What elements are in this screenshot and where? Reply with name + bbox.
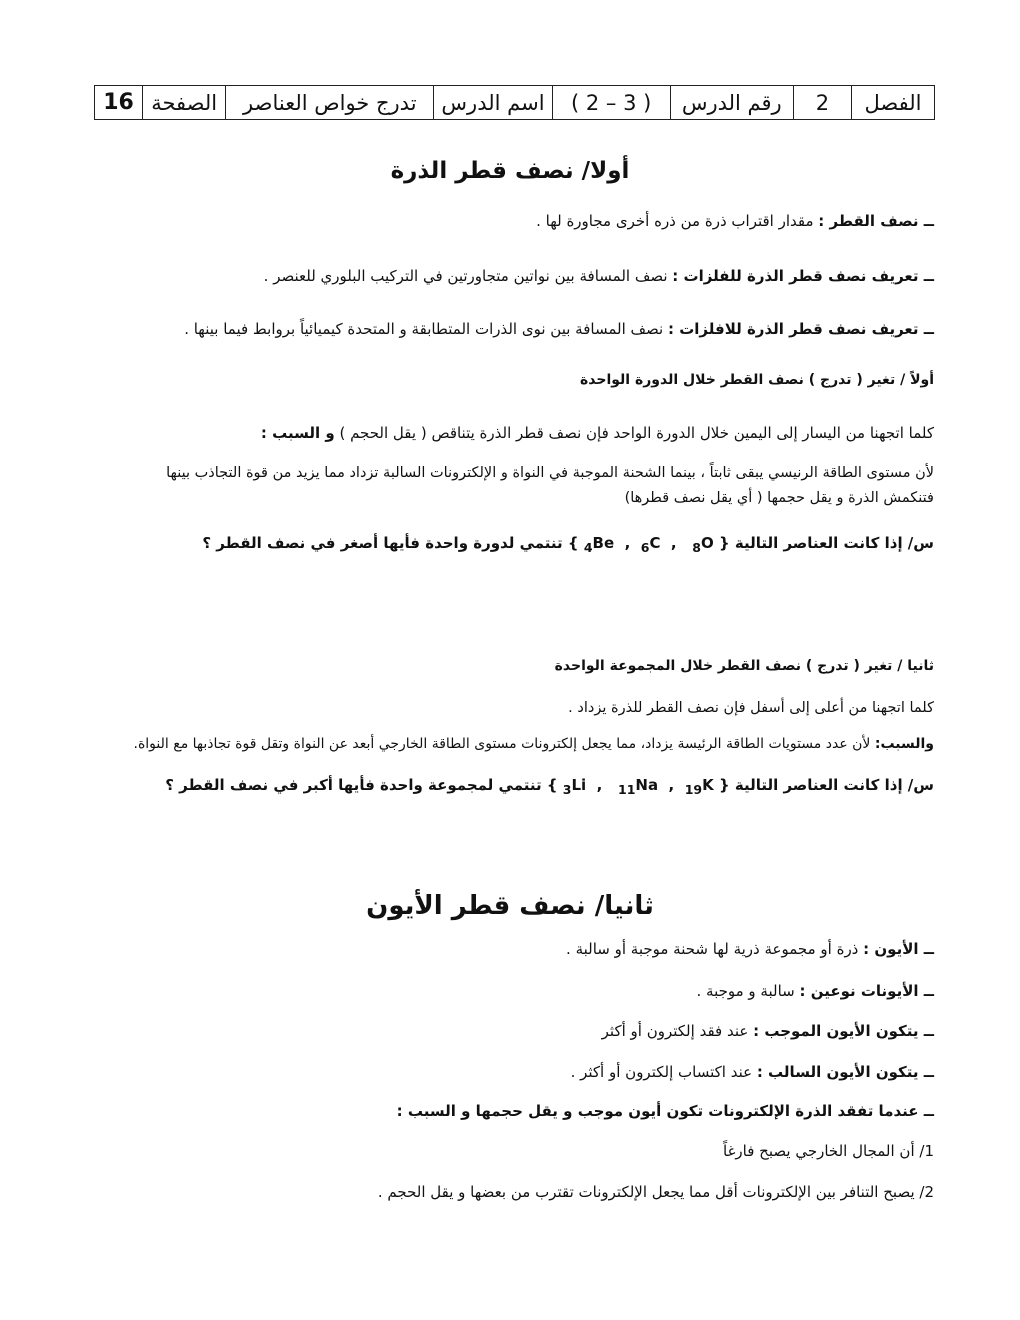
atomic-number: 19 — [684, 782, 703, 797]
term: ــ الأيون : — [863, 940, 934, 958]
definition-nonmetal-radius — [184, 320, 934, 338]
question-group — [165, 776, 934, 797]
definition-text: نصف المسافة بين نواتين متجاورتين في التركيب البلوري للعنصر . — [263, 267, 673, 285]
term: ــ نصف القطر : — [818, 212, 934, 230]
term: ــ تعريف نصف قطر الذرة للفلزات : — [672, 267, 934, 285]
statement-text: كلما اتجهنا من اليسار إلى اليمين خلال الدورة الواحد فإن نصف قطر الذرة يتناقص ( يقل الحجم ) — [334, 424, 934, 442]
term: ــ يتكون الأيون الموجب : — [753, 1022, 934, 1040]
chapter-value: 2 — [793, 86, 851, 120]
period-trend-statement — [261, 424, 934, 442]
group-trend-reason — [134, 736, 935, 752]
subheading-group-trend: ثانيا / تغير ( تدرج ) نصف القطر خلال المجموعة الواحدة — [554, 658, 934, 674]
definition-radius — [536, 212, 934, 230]
question-start: س/ إذا كانت العناصر التالية { — [718, 776, 934, 794]
question-period — [202, 534, 934, 555]
atomic-number: 3 — [562, 782, 572, 797]
element-list: $_4$Be , $_6$C , $_8$O — [583, 534, 714, 555]
lesson-number-value: ( 3 – 2 ) — [552, 86, 670, 120]
positive-ion-reason-heading: ــ عندما تفقد الذرة الإلكترونات تكون أيون موجب و يقل حجمها و السبب : — [396, 1102, 934, 1120]
section-title-ionic-radius: ثانيا/ نصف قطر الأيون — [366, 891, 654, 921]
page-number: 16 — [95, 86, 143, 120]
element-symbol: O — [700, 534, 714, 552]
question-end: } تنتمي لمجموعة واحدة فأيها أكبر في نصف القطر ؟ — [165, 776, 558, 794]
lesson-name-label: اسم الدرس — [434, 86, 552, 120]
definition-text: نصف المسافة بين نوى الذرات المتطابقة و المتحدة كيميائياً بروابط فيما بينها . — [184, 320, 668, 338]
definition-positive-ion — [602, 1022, 934, 1040]
element-list: $_3$Li , $_{11}$Na , $_{19}$K — [562, 776, 714, 797]
question-start: س/ إذا كانت العناصر التالية { — [718, 534, 934, 552]
group-trend-statement: كلما اتجهنا من أعلى إلى أسفل فإن نصف القطر للذرة يزداد . — [568, 700, 934, 716]
element-symbol: Be — [592, 534, 615, 552]
element-symbol: Li — [571, 776, 587, 794]
definition-text: سالبة و موجبة . — [696, 982, 800, 1000]
definition-metal-radius — [264, 267, 934, 285]
lesson-name-value: تدرج خواص العناصر — [226, 86, 434, 120]
question-end: } تنتمي لدورة واحدة فأيها أصغر في نصف القطر ؟ — [202, 534, 579, 552]
element-symbol: C — [649, 534, 661, 552]
definition-text: عند اكتساب إلكترون أو أكثر . — [570, 1063, 757, 1081]
period-reason-line2: فتنكمش الذرة و يقل حجمها ( أي يقل نصف قطرها) — [624, 490, 934, 506]
definition-ion-types — [696, 982, 934, 1000]
chapter-label: الفصل — [851, 86, 934, 120]
atomic-number: 6 — [640, 540, 650, 555]
term: ــ الأيونات نوعين : — [799, 982, 934, 1000]
lesson-number-label: رقم الدرس — [670, 86, 793, 120]
element-symbol: K — [702, 776, 714, 794]
atomic-number: 8 — [692, 540, 701, 555]
element-symbol: Na — [635, 776, 659, 794]
atomic-number: 4 — [583, 540, 593, 555]
reason-item-2: 2/ يصبح التنافر بين الإلكترونات أقل مما يجعل الإلكترونات تقترب من بعضها و يقل الحجم . — [377, 1183, 934, 1201]
definition-text: عند فقد إلكترون أو أكثر — [601, 1022, 754, 1040]
definition-ion — [566, 940, 934, 958]
term: ــ تعريف نصف قطر الذرة للافلزات : — [668, 320, 934, 338]
definition-text: ذرة أو مجموعة ذرية لها شحنة موجبة أو سالبة . — [566, 940, 864, 958]
reason-label: والسبب: — [874, 736, 934, 752]
reason-label: و السبب : — [260, 424, 335, 442]
lesson-header-table — [94, 85, 935, 120]
page-label: الصفحة — [143, 86, 226, 120]
atomic-number: 11 — [618, 782, 636, 797]
definition-negative-ion — [571, 1063, 934, 1081]
section-title-atomic-radius: أولا/ نصف قطر الذرة — [390, 158, 630, 184]
definition-text: مقدار اقتراب ذرة من ذره أخرى مجاورة لها . — [536, 212, 819, 230]
term: ــ يتكون الأيون السالب : — [756, 1063, 934, 1081]
period-reason-line1: لأن مستوى الطاقة الرنيسي يبقى ثابتاً ، بينما الشحنة الموجبة في النواة و الإلكترونات السالبة تزداد مما يزيد من قوة التجاذب بينها — [166, 465, 934, 481]
reason-item-1: 1/ أن المجال الخارجي يصبح فارغاً — [723, 1142, 934, 1160]
subheading-period-trend: أولاً / تغير ( تدرج ) نصف القطر خلال الدورة الواحدة — [580, 372, 934, 388]
reason-text: لأن عدد مستويات الطاقة الرئيسة يزداد، مما يجعل إلكترونات مستوى الطاقة الخارجي أبعد عن النواة وتقل قوة تجاذبها مع النواة. — [133, 736, 875, 752]
